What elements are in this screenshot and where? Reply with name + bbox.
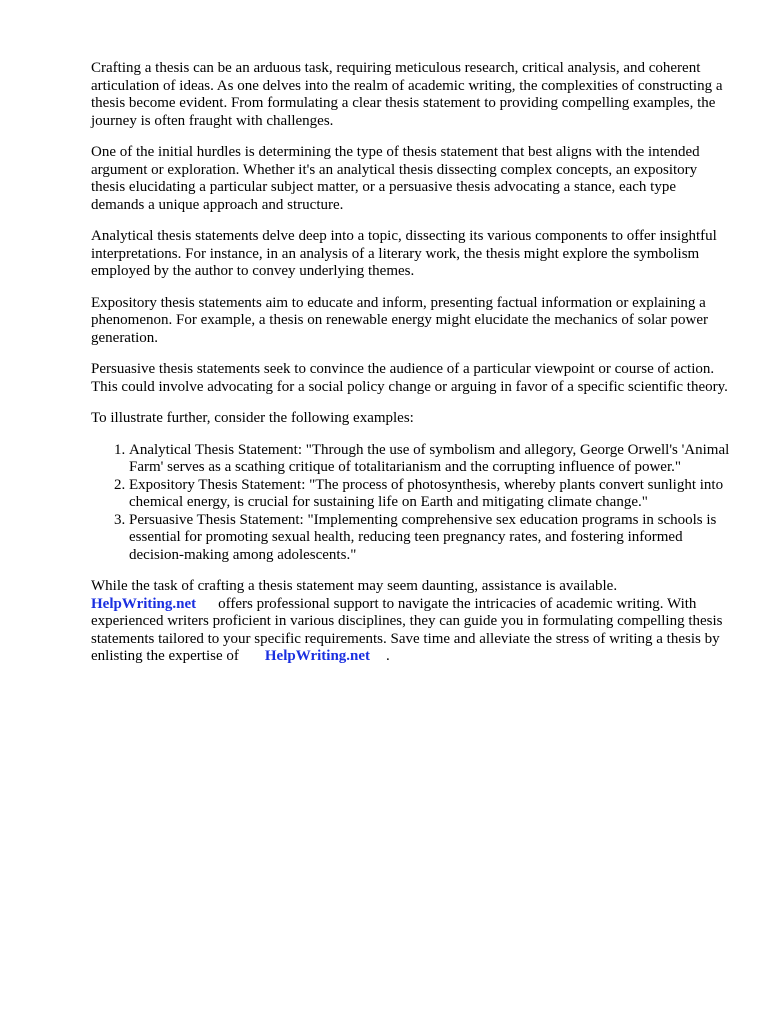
closing-end-text: . [386,648,390,664]
paragraph-intro: Crafting a thesis can be an arduous task, requiring meticulous research, critical analysis, and coherent articulation of ideas. As one delves into the realm of academic writing, the complexities of constructing a thesis become evident. From formulating a clear thesis statement to providing compelling examples, the journey is often fraught with challenges. [91,60,723,129]
paragraph-illustrate: To illustrate further, consider the following examples: [91,410,414,426]
examples-list [91,442,731,565]
paragraph-closing [91,578,731,666]
paragraph-expository: Expository thesis statements aim to educate and inform, presenting factual information or explaining a phenomenon. For example, a thesis on renewable energy might elucidate the mechanics of solar power generation. [91,294,709,346]
document-page [91,60,731,680]
list-item: 2. Expository Thesis Statement: "The process of photosynthesis, whereby plants convert sunlight into chemical energy, is crucial for sustaining life on Earth and mitigating climate change." [129,477,731,512]
helpwriting-link[interactable]: HelpWriting.net [91,595,197,612]
list-item: 1. Analytical Thesis Statement: "Through the use of symbolism and allegory, George Orwell's 'Animal Farm' serves as a scathing critique of totalitarianism and the corrupting influence of power." [129,442,731,477]
closing-intro-text: While the task of crafting a thesis statement may seem daunting, assistance is available. [91,578,618,594]
paragraph-analytical: Analytical thesis statements delve deep into a topic, dissecting its various components to offer insightful interpretations. For instance, in an analysis of a literary work, the thesis might explore the symbolism employed by the author to convey underlying themes. [91,228,717,279]
paragraph-thesis-types: One of the initial hurdles is determining the type of thesis statement that best aligns with the intended argument or exploration. Whether it's an analytical thesis dissecting complex concepts, an expository thesis elucidating a particular subject matter, or a persuasive thesis advocating a stance, each type demands a unique approach and structure. [91,144,700,213]
closing-middle-text: offers professional support to navigate the intricacies of academic writing. With experienced writers proficient in various disciplines, they can guide you in formulating compelling thesis statements tailored to your specific requirements. Save time and alleviate the stress of writing a thesis by enlisting the expertise of [91,595,723,664]
paragraph-persuasive: Persuasive thesis statements seek to convince the audience of a particular viewpoint or course of action. This could involve advocating for a social policy change or arguing in favor of a specific scientific theory. [91,361,728,395]
helpwriting-link-2[interactable]: HelpWriting.net [264,648,371,664]
list-item: 3. Persuasive Thesis Statement: "Implementing comprehensive sex education programs in schools is essential for promoting sexual health, reducing teen pregnancy rates, and fostering informed decision-making among adolescents." [129,512,731,565]
